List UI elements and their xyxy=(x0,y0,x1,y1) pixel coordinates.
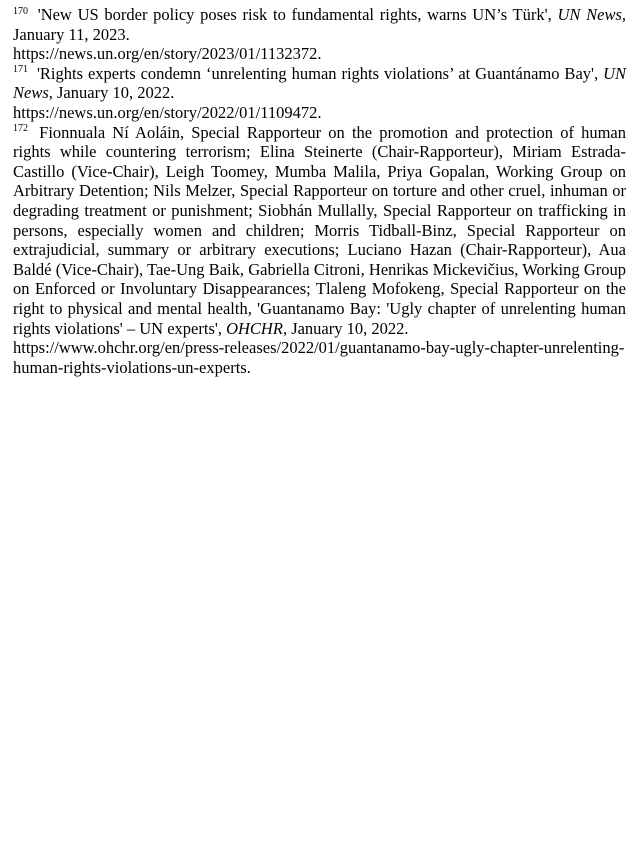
footnote-171-source: UN News xyxy=(13,63,626,103)
footnote-170-text: 'New US border policy poses risk to fundamental rights, warns UN’s Türk', xyxy=(32,5,558,24)
footnote-170-source: UN News, xyxy=(557,5,626,24)
footnote-172-text: Fionnuala Ní Aoláin, Special Rapporteur on the promotion and protection of human rights while countering terrorism; Elina Steinerte (Chair-Rapporteur), Miriam Estrada-Castillo (Vice-Chair), Leigh Toomey, Mumba Malila, Priya Gopalan, Working Group on Arbitrary Detention; Nils Melzer, Special Rapporteur on torture and other cruel, inhuman or degrading treatment or punishment; Siobhán Mullally, Special Rapporteur on trafficking in persons, especially women and children; Morris Tidball-Binz, Special Rapporteur on extrajudicial, summary or arbitrary executions; Luciano Hazan (Chair-Rapporteur), Aua Baldé (Vice-Chair), Tae-Ung Baik, Gabriella Citroni, Henrikas Mickevičius, Working Group on Enforced or Involuntary Disappearances; Tlaleng Mofokeng, Special Rapporteur on the right to physical and mental health, 'Guantanamo Bay: 'Ugly chapter of unrelenting human rights violations' – UN experts', xyxy=(13,122,626,338)
footnote-171-date: , January 10, 2022. xyxy=(48,83,175,103)
footnote-marker-171: 171 xyxy=(13,64,28,76)
footnotes-block xyxy=(0,0,640,377)
footnote-171 xyxy=(13,64,626,123)
footnote-172-date: , January 10, 2022. xyxy=(282,318,409,338)
footnote-marker-170: 170 xyxy=(13,5,28,17)
footnote-171-text: 'Rights experts condemn ‘unrelenting human rights violations’ at Guantánamo Bay', xyxy=(32,63,604,83)
footnote-170-date: January 11, 2023. xyxy=(13,24,130,44)
footnote-170 xyxy=(13,5,626,64)
footnote-172-url: https://www.ohchr.org/en/press-releases/2022/01/guantanamo-bay-ugly-chapter-unrelenting-human-rights-violations-un-experts. xyxy=(13,338,625,377)
footnote-marker-172: 172 xyxy=(13,123,28,135)
footnote-170-url: https://news.un.org/en/story/2023/01/1132372. xyxy=(13,44,322,64)
footnote-172 xyxy=(13,123,626,378)
footnote-171-url: https://news.un.org/en/story/2022/01/1109472. xyxy=(13,102,322,122)
footnote-172-source: OHCHR xyxy=(226,318,283,338)
